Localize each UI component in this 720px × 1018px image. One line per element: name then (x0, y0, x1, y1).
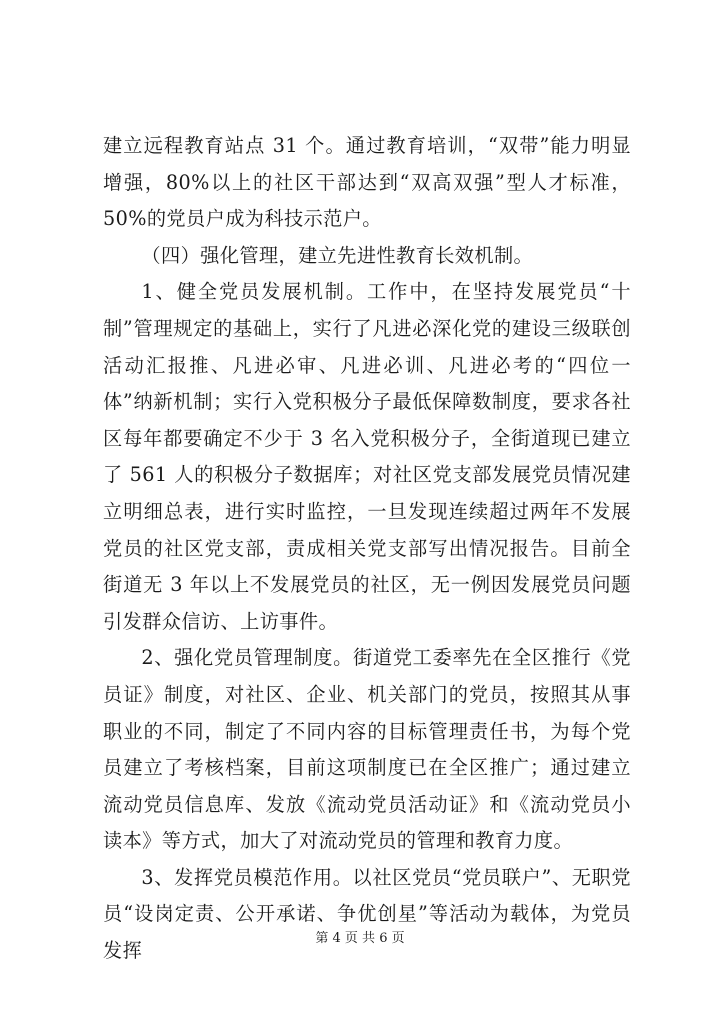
page-number-footer: 第 4 页 共 6 页 (315, 931, 405, 946)
paragraph-item-3: 3、发挥党员模范作用。以社区党员“党员联户”、无职党员“设岗定责、公开承诺、争优创星”等活动为载体，为党员发挥 (103, 865, 631, 963)
section-heading-4: （四）强化管理，建立先进性教育长效机制。 (141, 243, 534, 267)
paragraph-item-1: 1、健全党员发展机制。工作中，在坚持发展党员“十制”管理规定的基础上，实行了凡进必深化党的建设三级联创活动汇报推、凡进必审、凡进必训、凡进必考的“四位一体”纳新机制；实行入党积极分子最低保障数制度，要求各社区每年都要确定不少于 3 名入党积极分子，全街道现已建立了 561 人的积极分子数据库；对社区党支部发展党员情况建立明细总表，进行实时监控，一旦发现连续超过两年不发展党员的社区党支部，责成相关党支部写出情况报告。目前全街道无 3 年以上不发展党员的社区，无一例因发展党员问题引发群众信访、上访事件。 (103, 280, 631, 633)
paragraph-item-2: 2、强化党员管理制度。街道党工委率先在全区推行《党员证》制度，对社区、企业、机关部门的党员，按照其从事职业的不同，制定了不同内容的目标管理责任书，为每个党员建立了考核档案，目前这项制度已在全区推广；通过建立流动党员信息库、发放《流动党员活动证》和《流动党员小读本》等方式，加大了对流动党员的管理和教育力度。 (103, 646, 631, 853)
paragraph-continuation: 建立远程教育站点 31 个。通过教育培训，“双带”能力明显增强，80%以上的社区干部达到“双高双强”型人才标准，50%的党员户成为科技示范户。 (103, 134, 631, 231)
body-text (103, 128, 631, 970)
